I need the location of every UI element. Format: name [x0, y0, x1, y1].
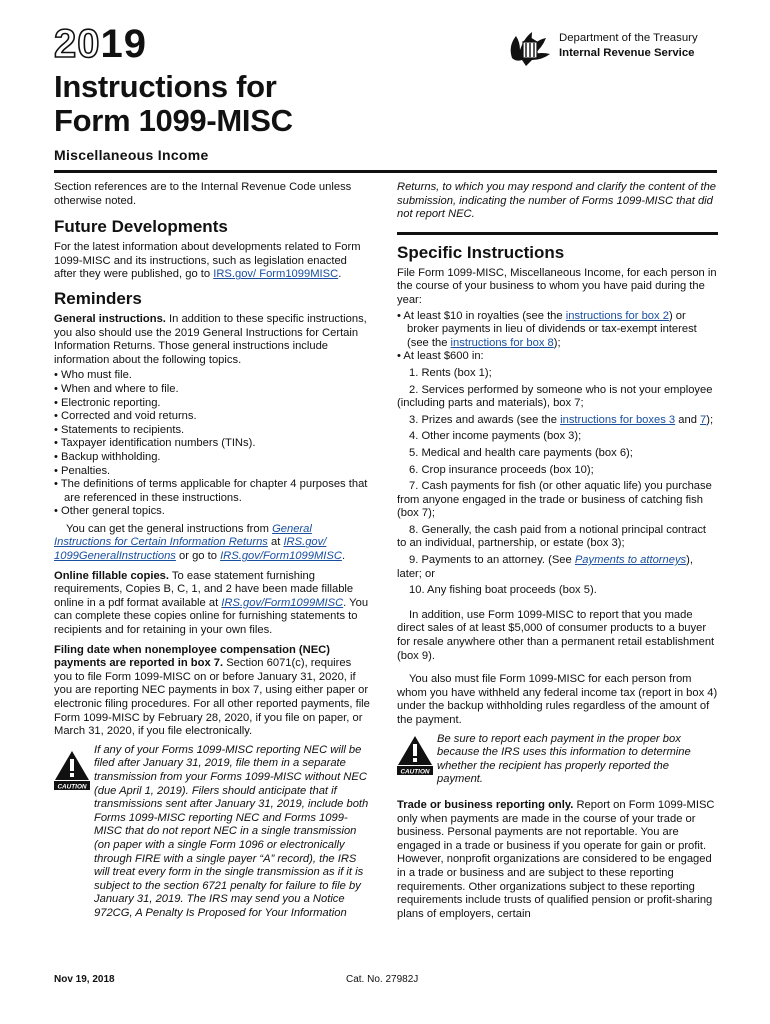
irs-eagle-logo-icon	[506, 28, 552, 68]
box7-link[interactable]: 7	[700, 413, 707, 426]
list-item: 4. Other income payments (box 3);	[409, 430, 582, 443]
intro-text: Section references are to the Internal Revenue Code unless otherwise noted.	[54, 181, 352, 207]
right-column	[397, 181, 718, 923]
caution-label: CAUTION	[57, 783, 87, 790]
form-1099misc-link[interactable]: IRS.gov/Form1099MISC	[220, 550, 342, 563]
caution-text: If any of your Forms 1099-MISC reporting NEC will be filed after January 31, 2019, file them in a separate transmission from your Forms 1099-MISC without NEC (due April 1, 2019). Filers should anticipate that if transmissions sent after January 31, 2019, include both Forms 1099-MISC reporting NEC and Forms 1099-MISC that do not report NEC in a single transmission (on paper with a single Form 1096 or electronically through FIRE with a single payer “A” record), the IRS will treat every form in the single transmission as if it is subject to the section 6721 penalty for failure to file by January 31, 2019. The IRS may send you a Notice 972CG, A Penalty Is Proposed for Your Information	[94, 743, 369, 919]
list-item: 6. Crop insurance proceeds (box 10);	[409, 463, 594, 476]
fillable-copies-link[interactable]: IRS.gov/Form1099MISC	[221, 596, 344, 609]
get-general-instructions-text: You can get the general instructions from General Instructions for Certain Information Returns at IRS.gov/ 1099GeneralInstructions or go to IRS.gov/Form1099MISC.	[54, 522, 346, 563]
direct-sales-text: In addition, use Form 1099-MISC to report that you made direct sales of at least $5,000 of consumer products to a buyer for resale anywhere other than a permanent retail establishment (box 9).	[397, 608, 715, 662]
left-column	[54, 181, 372, 921]
list-item: • Penalties.	[54, 465, 372, 479]
list-item: • Electronic reporting.	[54, 397, 372, 411]
box2-instructions-link[interactable]: instructions for box 2	[565, 309, 669, 322]
irs-form-link[interactable]: IRS.gov/ Form1099MISC	[213, 268, 339, 281]
list-item: • At least $600 in:	[397, 350, 718, 364]
agency-department: Department of the Treasury	[559, 32, 698, 44]
list-item: 1. Rents (box 1);	[409, 366, 492, 379]
list-item: 7. Cash payments for fish (or other aquatic life) you purchase from anyone engaged in the trade or business of catching fish (box 7);	[397, 480, 712, 520]
list-item: 10. Any fishing boat proceeds (box 5).	[409, 584, 597, 597]
general-instructions-text: General instructions. In addition to these specific instructions, you also should use the 2019 General Instructions for Certain Information Returns. Those general instructions include information about the following topics.	[54, 312, 367, 366]
boxes3-instructions-link[interactable]: instructions for boxes 3	[560, 413, 676, 426]
specific-instructions-heading: Specific Instructions	[397, 242, 565, 262]
payments-to-attorneys-link[interactable]: Payments to attorneys	[574, 554, 687, 567]
section-divider	[397, 232, 718, 235]
payment-thresholds-list	[397, 310, 718, 364]
future-developments-heading: Future Developments	[54, 217, 228, 237]
title-line-1: Instructions for	[54, 69, 277, 104]
general-instructions-url-link[interactable]: IRS.gov/ 1099GeneralInstructions	[54, 536, 327, 563]
online-fillable-text: Online fillable copies. To ease statement furnishing requirements, Copies B, C, 1, and 2 have been made fillable online in a pdf format available at IRS.gov/Form1099MISC. You can complete these copies online for furnishing statements to recipients and for retaining in your own files.	[54, 569, 369, 637]
continued-caution-text: Returns, to which you may respond and clarify the content of the submission, indicating the number of Forms 1099-MISC that did not report NEC.	[397, 181, 717, 221]
caution-note	[397, 733, 718, 787]
list-item: 3. Prizes and awards (see the instructions for boxes 3 and 7);	[409, 413, 714, 426]
list-item: • The definitions of terms applicable for chapter 4 purposes that are referenced in these instructions.	[54, 478, 372, 505]
box8-instructions-link[interactable]: instructions for box 8	[450, 336, 554, 349]
list-item: • Backup withholding.	[54, 451, 372, 465]
list-item: • Other general topics.	[54, 505, 372, 519]
page-title	[54, 70, 293, 138]
payment-types-list	[397, 367, 718, 598]
list-item: 8. Generally, the cash paid from a notional principal contract to an individual, partnership, or estate (box 3);	[397, 523, 707, 550]
list-item: • At least $10 in royalties (see the instructions for box 2) or broker payments in lieu of dividends or tax-exempt interest (see the instructions for box 8);	[397, 310, 718, 351]
list-item: 5. Medical and health care payments (box 6);	[409, 446, 633, 459]
caution-icon	[397, 735, 433, 775]
caution-text: Be sure to report each payment in the proper box because the IRS uses this information to determine whether the recipient has properly reported the payment.	[437, 732, 691, 786]
list-item: • Statements to recipients.	[54, 424, 372, 438]
list-item: • Who must file.	[54, 369, 372, 383]
agency-name: Internal Revenue Service	[559, 47, 695, 59]
general-instructions-link[interactable]: General Instructions for Certain Information Returns	[54, 522, 312, 549]
specific-intro-text: File Form 1099-MISC, Miscellaneous Income, for each person in the course of your business to whom you have paid during the year:	[397, 266, 717, 306]
page-subtitle: Miscellaneous Income	[54, 147, 209, 163]
caution-note	[54, 744, 372, 921]
reminders-heading: Reminders	[54, 288, 142, 308]
trade-business-text: Trade or business reporting only. Report on Form 1099-MISC only when payments are made in the course of your trade or business. Personal payments are not reportable. You are engaged in a trade or business if you operate for gain or profit. However, nonprofit organizations are considered to be engaged in a trade or business and are subject to these reporting requirements. Other organizations subject to these reporting requirements include trusts of qualified pension or profit-sharing plans of employers, certain	[397, 798, 715, 920]
caution-icon	[54, 750, 90, 790]
list-item: 2. Services performed by someone who is not your employee (including parts and materials), box 7;	[397, 383, 713, 410]
backup-withholding-text: You also must file Form 1099-MISC for each person from whom you have withheld any federal income tax (report in box 4) under the backup withholding rules regardless of the amount of the payment.	[397, 673, 718, 726]
future-developments-text: For the latest information about developments related to Form 1099-MISC and its instructions, such as legislation enacted after they were published, go to IRS.gov/ Form1099MISC.	[54, 241, 361, 281]
list-item: • Taxpayer identification numbers (TINs).	[54, 437, 372, 451]
title-line-2: Form 1099-MISC	[54, 103, 293, 138]
filing-date-text: Filing date when nonemployee compensation (NEC) payments are reported in box 7. Section 6071(c), requires you to file Form 1099-MISC on or before January 31, 2020, if you are reporting NEC payments in box 7, using either paper or electronic filing procedures. For all other reported payments, file Form 1099-MISC by February 28, 2020, if you file on paper, or March 31, 2020, if you file electronically.	[54, 643, 370, 738]
caution-label: CAUTION	[400, 767, 430, 775]
list-item: 9. Payments to an attorney. (See Payments to attorneys), later; or	[397, 554, 693, 580]
general-topics-list	[54, 369, 372, 519]
revision-date: Nov 19, 2018	[54, 974, 115, 985]
form-year: 2019	[54, 22, 147, 66]
header-divider	[54, 170, 717, 173]
list-item: • When and where to file.	[54, 383, 372, 397]
list-item: • Corrected and void returns.	[54, 410, 372, 424]
agency-block	[506, 28, 718, 68]
catalog-number: Cat. No. 27982J	[346, 974, 419, 985]
